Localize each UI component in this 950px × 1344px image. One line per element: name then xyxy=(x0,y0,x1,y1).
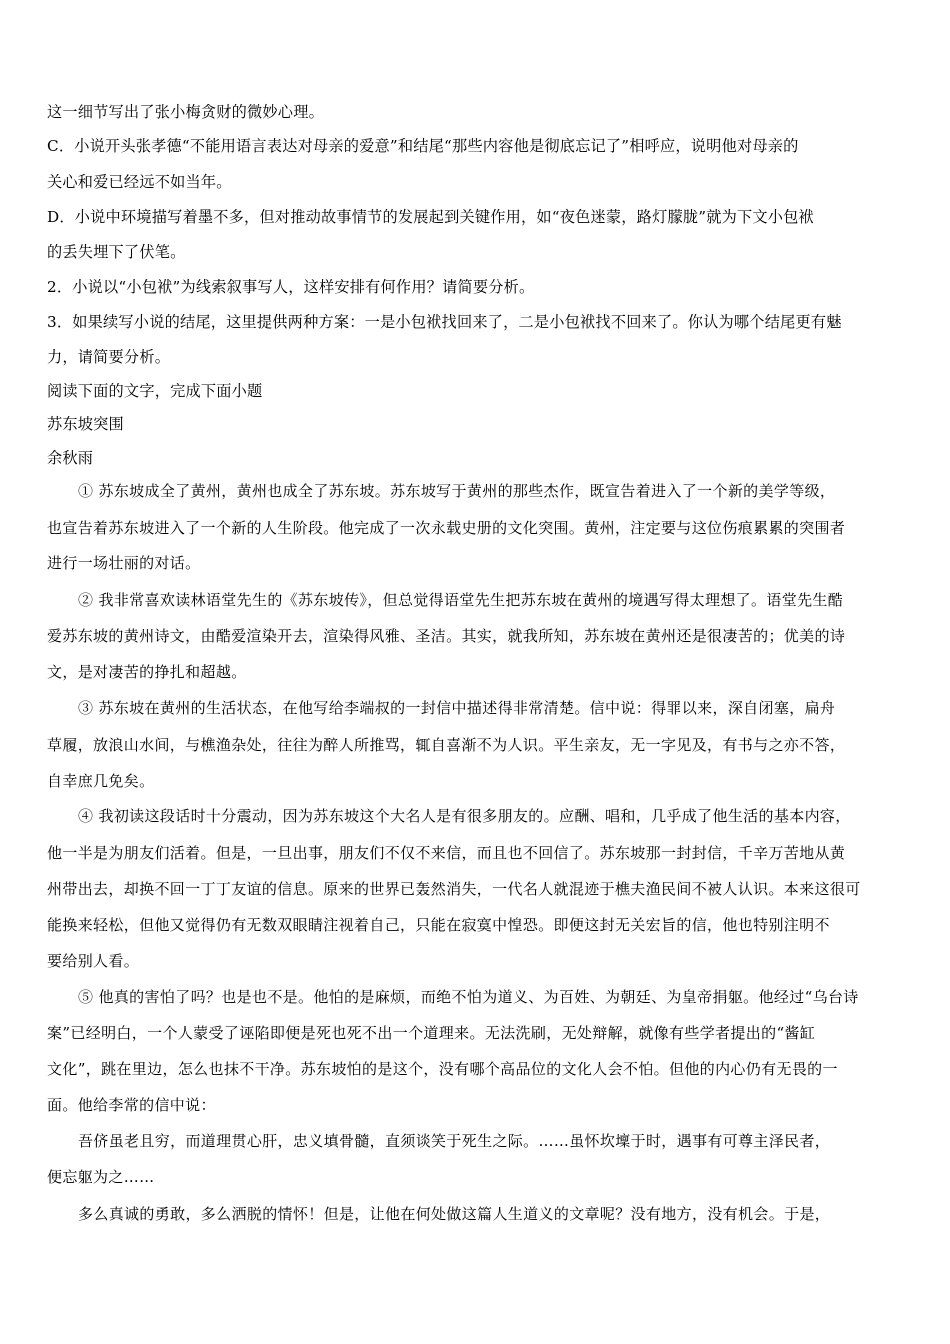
article-author: 余秋雨 xyxy=(47,449,94,467)
quotation-line: 吾侪虽老且穷，而道理贯心肝，忠义填骨髓，直须谈笑于死生之际。……虽怀坎壈于时，遇事有可尊主泽民者， xyxy=(78,1132,831,1150)
quotation-line: 便忘躯为之…… xyxy=(47,1168,155,1186)
paragraph-5-line: 面。他给李常的信中说： xyxy=(47,1096,216,1114)
paragraph-3-line: 草履，放浪山水间，与樵渔杂处，往往为醉人所推骂，辄自喜渐不为人识。平生亲友，无一字见及，有书与之亦不答， xyxy=(47,736,846,754)
paragraph-2-line: 文，是对凄苦的挣扎和超越。 xyxy=(47,663,247,681)
paragraph-5-line: 案”已经明白，一个人蒙受了诬陷即便是死也死不出一个道理来。无法洗刷，无处辩解，就像有些学者提出的“酱缸 xyxy=(47,1024,816,1042)
paragraph-2-line: ② 我非常喜欢读林语堂先生的《苏东坡传》，但总觉得语堂先生把苏东坡在黄州的境遇写得太理想了。语堂先生酷 xyxy=(78,591,844,609)
article-title: 苏东坡突围 xyxy=(47,415,124,433)
paragraph-4-line: 要给别人看。 xyxy=(47,952,140,970)
paragraph-4-line: 州带出去，却换不回一丁丁友谊的信息。原来的世界已轰然消失，一代名人就混迹于樵夫渔民间不被人认识。本来这很可 xyxy=(47,880,861,898)
paragraph-2-line: 爱苏东坡的黄州诗文，由酷爱渲染开去，渲染得风雅、圣洁。其实，就我所知，苏东坡在黄州还是很凄苦的；优美的诗 xyxy=(47,627,846,645)
paragraph-5-line: 文化”，跳在里边，怎么也抹不干净。苏东坡怕的是这个，没有哪个高品位的文化人会不怕。但他的内心仍有无畏的一 xyxy=(47,1060,838,1078)
reading-instruction: 阅读下面的文字，完成下面小题 xyxy=(47,382,263,400)
question-3: 3．如果续写小说的结尾，这里提供两种方案：一是小包袱找回来了，二是小包袱找不回来了。你认为哪个结尾更有魅 xyxy=(47,313,842,331)
paragraph-5-line: ⑤ 他真的害怕了吗？也是也不是。他怕的是麻烦，而绝不怕为道义、为百姓、为朝廷、为皇帝捐躯。他经过“乌台诗 xyxy=(78,988,859,1006)
text-line: 关心和爱已经远不如当年。 xyxy=(47,173,232,191)
option-c-line: C．小说开头张孝德“不能用语言表达对母亲的爱意”和结尾“那些内容他是彻底忘记了”相呼应，说明他对母亲的 xyxy=(47,137,799,155)
paragraph-6-line: 多么真诚的勇敢，多么洒脱的情怀！但是，让他在何处做这篇人生道义的文章呢？没有地方，没有机会。于是， xyxy=(78,1205,831,1223)
paragraph-1-line: 也宣告着苏东坡进入了一个新的人生阶段。他完成了一次永载史册的文化突围。黄州，注定要与这位伤痕累累的突围者 xyxy=(47,519,846,537)
question-2: 2．小说以“小包袱”为线索叙事写人，这样安排有何作用？请简要分析。 xyxy=(47,278,535,296)
paragraph-3-line: ③ 苏东坡在黄州的生活状态，在他写给李端叔的一封信中描述得非常清楚。信中说：得罪以来，深自闭塞，扁舟 xyxy=(78,699,836,717)
text-line: 力，请简要分析。 xyxy=(47,348,171,366)
text-line: 的丢失埋下了伏笔。 xyxy=(47,243,186,261)
paragraph-4-line: 他一半是为朋友们活着。但是，一旦出事，朋友们不仅不来信，而且也不回信了。苏东坡那一封封信，千辛万苦地从黄 xyxy=(47,844,846,862)
paragraph-4-line: ④ 我初读这段话时十分震动，因为苏东坡这个大名人是有很多朋友的。应酬、唱和，几乎成了他生活的基本内容， xyxy=(78,807,851,825)
text-line: 这一细节写出了张小梅贪财的微妙心理。 xyxy=(47,103,324,121)
option-d-line: D．小说中环境描写着墨不多，但对推动故事情节的发展起到关键作用，如“夜色迷蒙，路灯朦胧”就为下文小包袱 xyxy=(47,208,814,226)
paragraph-4-line: 能换来轻松，但他又觉得仍有无数双眼睛注视着自己，只能在寂寞中惶恐。即便这封无关宏旨的信，他也特别注明不 xyxy=(47,916,830,934)
paragraph-1-line: 进行一场壮丽的对话。 xyxy=(47,554,201,572)
paragraph-3-line: 自幸庶几免矣。 xyxy=(47,772,155,790)
paragraph-1-line: ① 苏东坡成全了黄州，黄州也成全了苏东坡。苏东坡写于黄州的那些杰作，既宣告着进入了一个新的美学等级， xyxy=(78,482,836,500)
